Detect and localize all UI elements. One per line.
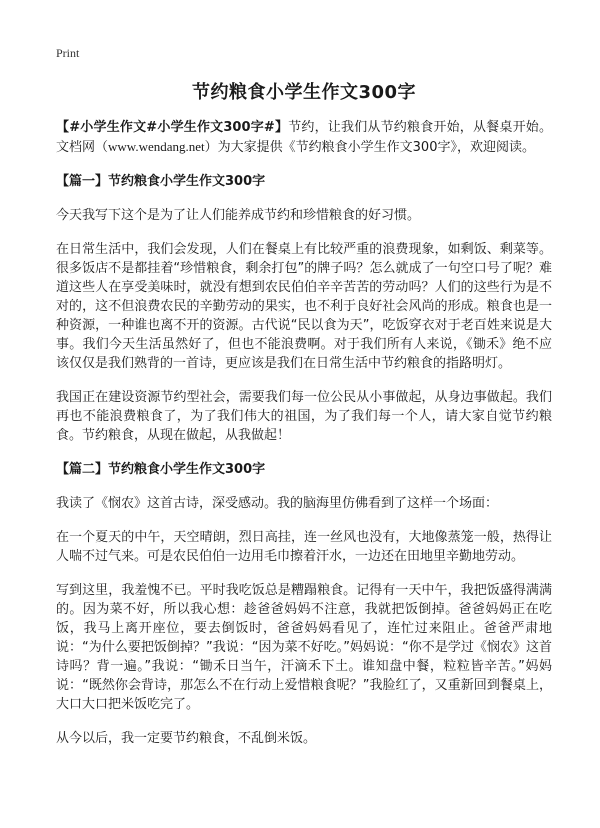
intro-text-end: ）为大家提供《节约粮食小学生作文300字》，欢迎阅读。: [204, 140, 535, 155]
print-label: Print: [56, 46, 80, 60]
section1-paragraph-3: 我国正在建设资源节约型社会，需要我们每一位公民从小事做起，从身边事做起。我们再也不能浪费粮食了，为了我们伟大的祖国，为了我们每一个人，请大家自觉节约粮食。节约粮食，从现在做起，从我做起！: [56, 390, 552, 443]
section2-paragraph-1: 我读了《悯农》这首古诗，深受感动。我的脑海里仿佛看到了这样一个场面：: [56, 496, 499, 511]
intro-text-start: 节约，让我们从节约粮食开始，从餐桌开始。文档网（: [56, 120, 552, 155]
section1-paragraph-1: 今天我写下这个是为了让人们能养成节约和珍惜粮食的好习惯。: [56, 208, 421, 223]
section2-paragraph-2: 在一个夏天的中午，天空晴朗，烈日高挂，连一丝风也没有，大地像蒸笼一般，热得让人喘不过气来。可是农民伯伯一边用毛巾擦着汗水，一边还在田地里辛勤地劳动。: [56, 530, 552, 564]
article-body: [56, 118, 552, 763]
section2-paragraph-4: 从今以后，我一定要节约粮食，不乱倒米饭。: [56, 731, 317, 746]
page-title: 节约粮食小学生作文300字: [191, 82, 417, 103]
section-heading-2: 【篇二】节约粮食小学生作文300字: [56, 462, 266, 477]
intro-paragraph: [56, 118, 552, 157]
section-heading-1: 【篇一】节约粮食小学生作文300字: [56, 174, 266, 189]
site-link[interactable]: www.wendang.net: [108, 139, 205, 154]
section1-paragraph-2: 在日常生活中，我们会发现，人们在餐桌上有比较严重的浪费现象，如剩饭、剩菜等。很多饭店不是都挂着“珍惜粮食，剩余打包”的牌子吗？怎么就成了一句空口号了呢？难道这些人在享受美味时，就没有想到农民伯伯辛辛苦苦的劳动吗？人们的这些行为是不对的，这不但浪费农民的辛勤劳动的果实，也不利于良好社会风尚的形成。粮食也是一种资源，一种谁也离不开的资源。古代说“民以食为天”，吃饭穿衣对于老百姓来说是大事。我们今天生活虽然好了，但也不能浪费啊。对于我们所有人来说，《锄禾》绝不应该仅仅是我们熟背的一首诗，更应该是我们在日常生活中节约粮食的指路明灯。: [56, 242, 552, 371]
category-tag: 【#小学生作文#小学生作文300字#】: [56, 120, 289, 135]
section2-paragraph-3: 写到这里，我羞愧不已。平时我吃饭总是糟蹋粮食。记得有一天中午，我把饭盛得满满的。因为菜不好，所以我心想：趁爸爸妈妈不注意，我就把饭倒掉。爸爸妈妈正在吃饭，我马上离开座位，要去倒饭时，爸爸妈妈看见了，连忙过来阻止。爸爸严肃地说：“为什么要把饭倒掉？”我说：“因为菜不好吃。”妈妈说：“你不是学过《悯农》这首诗吗？背一遍。”我说：“锄禾日当午，汗滴禾下土。谁知盘中餐，粒粒皆辛苦。”妈妈说：“既然你会背诗，那怎么不在行动上爱惜粮食呢？”我脸红了，又重新回到餐桌上，大口大口把米饭吃完了。: [56, 583, 552, 712]
